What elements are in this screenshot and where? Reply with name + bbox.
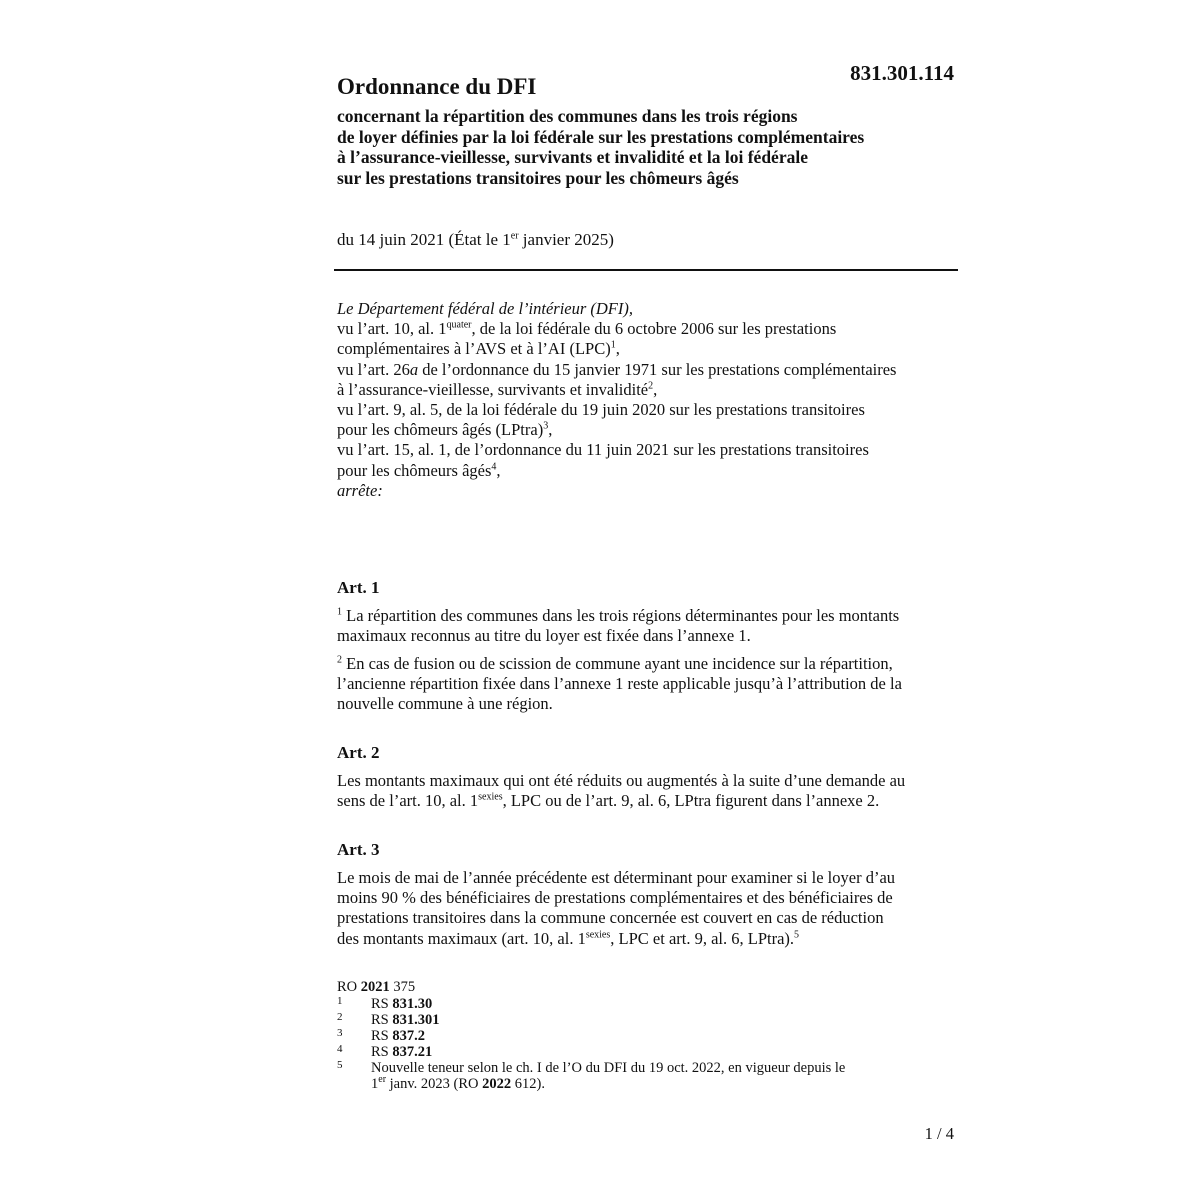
- footnote-ref[interactable]: 2: [648, 380, 654, 392]
- preamble-line: pour les chômeurs âgés$^4$,: [337, 460, 501, 480]
- subtitle-line: à l’assurance-vieillesse, survivants et invalidité et la loi fédérale: [337, 147, 808, 167]
- footnotes: [337, 978, 977, 1092]
- document-subtitle: [337, 106, 977, 188]
- article-1-heading: Art. 1: [337, 578, 380, 597]
- subtitle-line: de loyer définies par la loi fédérale sur les prestations complémentaires: [337, 126, 865, 147]
- subtitle-line: sur les prestations transitoires pour les chômeurs âgés: [337, 167, 739, 188]
- preamble-authority: Le Département fédéral de l’intérieur (DFI),: [337, 299, 634, 318]
- preamble: [337, 299, 977, 501]
- footnote-ref[interactable]: 3: [543, 420, 549, 432]
- article-1-paragraph-2: $^2$ En cas de fusion ou de scission de commune ayant une incidence sur la répartition, l’ancienne répartition fixée dans l’annexe 1 reste applicable jusqu’à l’attribution de la nouvelle commune à une région.: [337, 654, 902, 714]
- preamble-line: vu l’art. 15, al. 1, de l’ordonnance du 11 juin 2021 sur les prestations transitoires: [337, 440, 869, 460]
- date-text: du 14 juin 2021 (État le 1: [337, 230, 511, 249]
- preamble-line: vu l’art. 26a de l’ordonnance du 15 janvier 1971 sur les prestations complémentaires: [337, 359, 897, 379]
- ro-reference: RO 2021 375: [337, 979, 416, 995]
- footnote-ref[interactable]: 1: [610, 339, 616, 351]
- date-sup: er: [510, 230, 519, 242]
- document-date: [337, 230, 614, 250]
- preamble-line: vu l’art. 9, al. 5, de la loi fédérale du 19 juin 2020 sur les prestations transitoires: [337, 400, 865, 420]
- preamble-line: pour les chômeurs âgés (LPtra)$^3$,: [337, 420, 553, 440]
- footnote: 2 RS 831.301: [337, 1011, 440, 1028]
- rs-link[interactable]: 837.21: [392, 1044, 433, 1060]
- rs-link[interactable]: 837.2: [392, 1028, 425, 1044]
- footnote-ref[interactable]: 4: [491, 461, 497, 473]
- date-text: janvier 2025): [518, 230, 614, 249]
- preamble-decree: arrête:: [337, 480, 383, 500]
- footnote: 4 RS 837.21: [337, 1043, 433, 1060]
- article-3-paragraph: Le mois de mai de l’année précédente est déterminant pour examiner si le loyer d’au moins 90 % des bénéficiaires de prestations complémentaires et des bénéficiaires de prestations transitoires dans la commune concernée est couvert en cas de réduction des montants maximaux (art. 10, al. $1^{sexies}$, LPC et art. 9, al. 6, LPtra).$^5$: [337, 868, 896, 948]
- page-title: Ordonnance du DFI: [337, 74, 537, 99]
- article-2-heading: Art. 2: [337, 743, 380, 762]
- page-number: 1 / 4: [924, 1124, 954, 1143]
- footnote-ref[interactable]: 5: [794, 929, 800, 941]
- footnote: 1 RS 831.30: [337, 995, 433, 1012]
- sr-number: 831.301.114: [850, 61, 954, 85]
- header-divider: [334, 269, 958, 271]
- footnote: 5 Nouvelle teneur selon le ch. I de l’O du DFI du 19 oct. 2022, en vigueur depuis le 1er janv. 2023 (RO 2022 612).: [337, 1059, 846, 1092]
- article-1-paragraph-1: $^1$ La répartition des communes dans les trois régions déterminantes pour les montants maximaux reconnus au titre du loyer est fixée dans l’annexe 1.: [337, 606, 900, 646]
- subtitle-line: concernant la répartition des communes dans les trois régions: [337, 106, 798, 126]
- article-3-heading: Art. 3: [337, 840, 380, 859]
- footnote: 3 RS 837.2: [337, 1027, 425, 1044]
- preamble-line: à l’assurance-vieillesse, survivants et invalidité$^2$,: [337, 379, 658, 399]
- article-2-paragraph: Les montants maximaux qui ont été réduits ou augmentés à la suite d’une demande au sens de l’art. 10, al. $1^{sexies}$, LPC ou de l’art. 9, al. 6, LPtra figurent dans l’annexe 2.: [337, 771, 906, 811]
- rs-link[interactable]: 831.30: [392, 996, 433, 1012]
- rs-link[interactable]: 831.301: [392, 1012, 440, 1028]
- preamble-line: complémentaires à l’AVS et à l’AI (LPC)$^1$,: [337, 339, 620, 359]
- preamble-line: vu l’art. 10, al. $1^{quater}$, de la loi fédérale du 6 octobre 2006 sur les prestations: [337, 319, 837, 339]
